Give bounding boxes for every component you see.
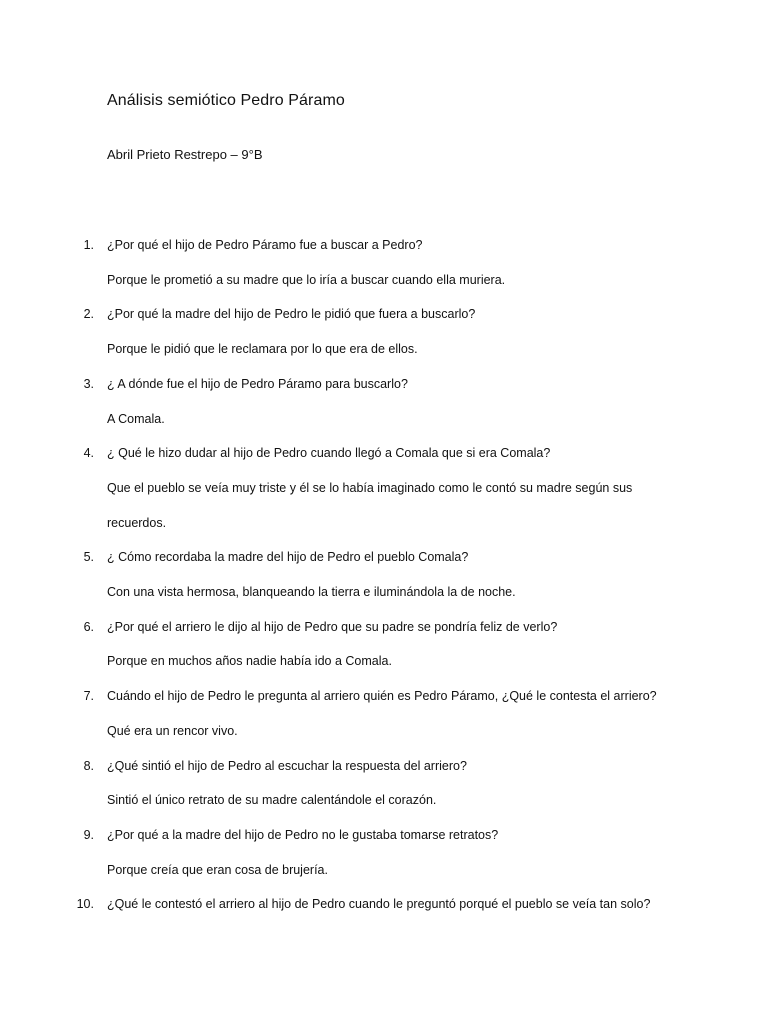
document-title: Análisis semiótico Pedro Páramo (107, 92, 345, 109)
answer-text: A Comala. (107, 411, 165, 426)
answer-text: Sintió el único retrato de su madre calentándole el corazón. (107, 793, 437, 808)
document-author: Abril Prieto Restrepo – 9°B (107, 147, 263, 162)
answer-text: Con una vista hermosa, blanqueando la tierra e iluminándola la de noche. (107, 585, 516, 599)
item-number: 7. (83, 689, 94, 704)
item-number: 10. (76, 897, 94, 912)
question-text: ¿ A dónde fue el hijo de Pedro Páramo para buscarlo? (107, 376, 408, 391)
question-text: ¿Por qué a la madre del hijo de Pedro no le gustaba tomarse retratos? (107, 827, 499, 842)
question-text: Cuándo el hijo de Pedro le pregunta al arriero quién es Pedro Páramo, ¿Qué le contesta el arriero? (107, 689, 657, 704)
question-text: ¿Qué sintió el hijo de Pedro al escuchar la respuesta del arriero? (107, 758, 467, 773)
item-number: 9. (83, 827, 94, 842)
answer-text: recuerdos. (107, 515, 167, 530)
question-text: ¿ Cómo recordaba la madre del hijo de Pedro el pueblo Comala? (107, 550, 469, 565)
question-text: ¿Qué le contestó el arriero al hijo de Pedro cuando le preguntó porqué el pueblo se veía tan solo? (107, 897, 651, 912)
answer-text: Porque le prometió a su madre que lo iría a buscar cuando ella muriera. (107, 272, 506, 287)
answer-text: Porque creía que eran cosa de brujería. (107, 862, 328, 877)
question-text: ¿Por qué el hijo de Pedro Páramo fue a buscar a Pedro? (107, 238, 423, 252)
question-text: ¿Por qué la madre del hijo de Pedro le pidió que fuera a buscarlo? (107, 307, 476, 322)
answer-text: Porque le pidió que le reclamara por lo que era de ellos. (107, 342, 418, 357)
answer-text: Porque en muchos años nadie había ido a Comala. (107, 654, 392, 669)
item-number: 5. (83, 550, 94, 565)
question-text: ¿Por qué el arriero le dijo al hijo de Pedro que su padre se pondría feliz de verlo? (107, 619, 558, 634)
item-number: 4. (83, 446, 94, 461)
item-number: 3. (83, 376, 94, 391)
item-number: 1. (83, 238, 94, 252)
item-number: 6. (83, 619, 94, 634)
item-number: 2. (83, 307, 94, 322)
answer-text: Que el pueblo se veía muy triste y él se lo había imaginado como le contó su madre según sus (107, 480, 633, 495)
question-text: ¿ Qué le hizo dudar al hijo de Pedro cuando llegó a Comala que si era Comala? (107, 446, 551, 461)
answer-text: Qué era un rencor vivo. (107, 723, 238, 738)
item-number: 8. (83, 758, 94, 773)
